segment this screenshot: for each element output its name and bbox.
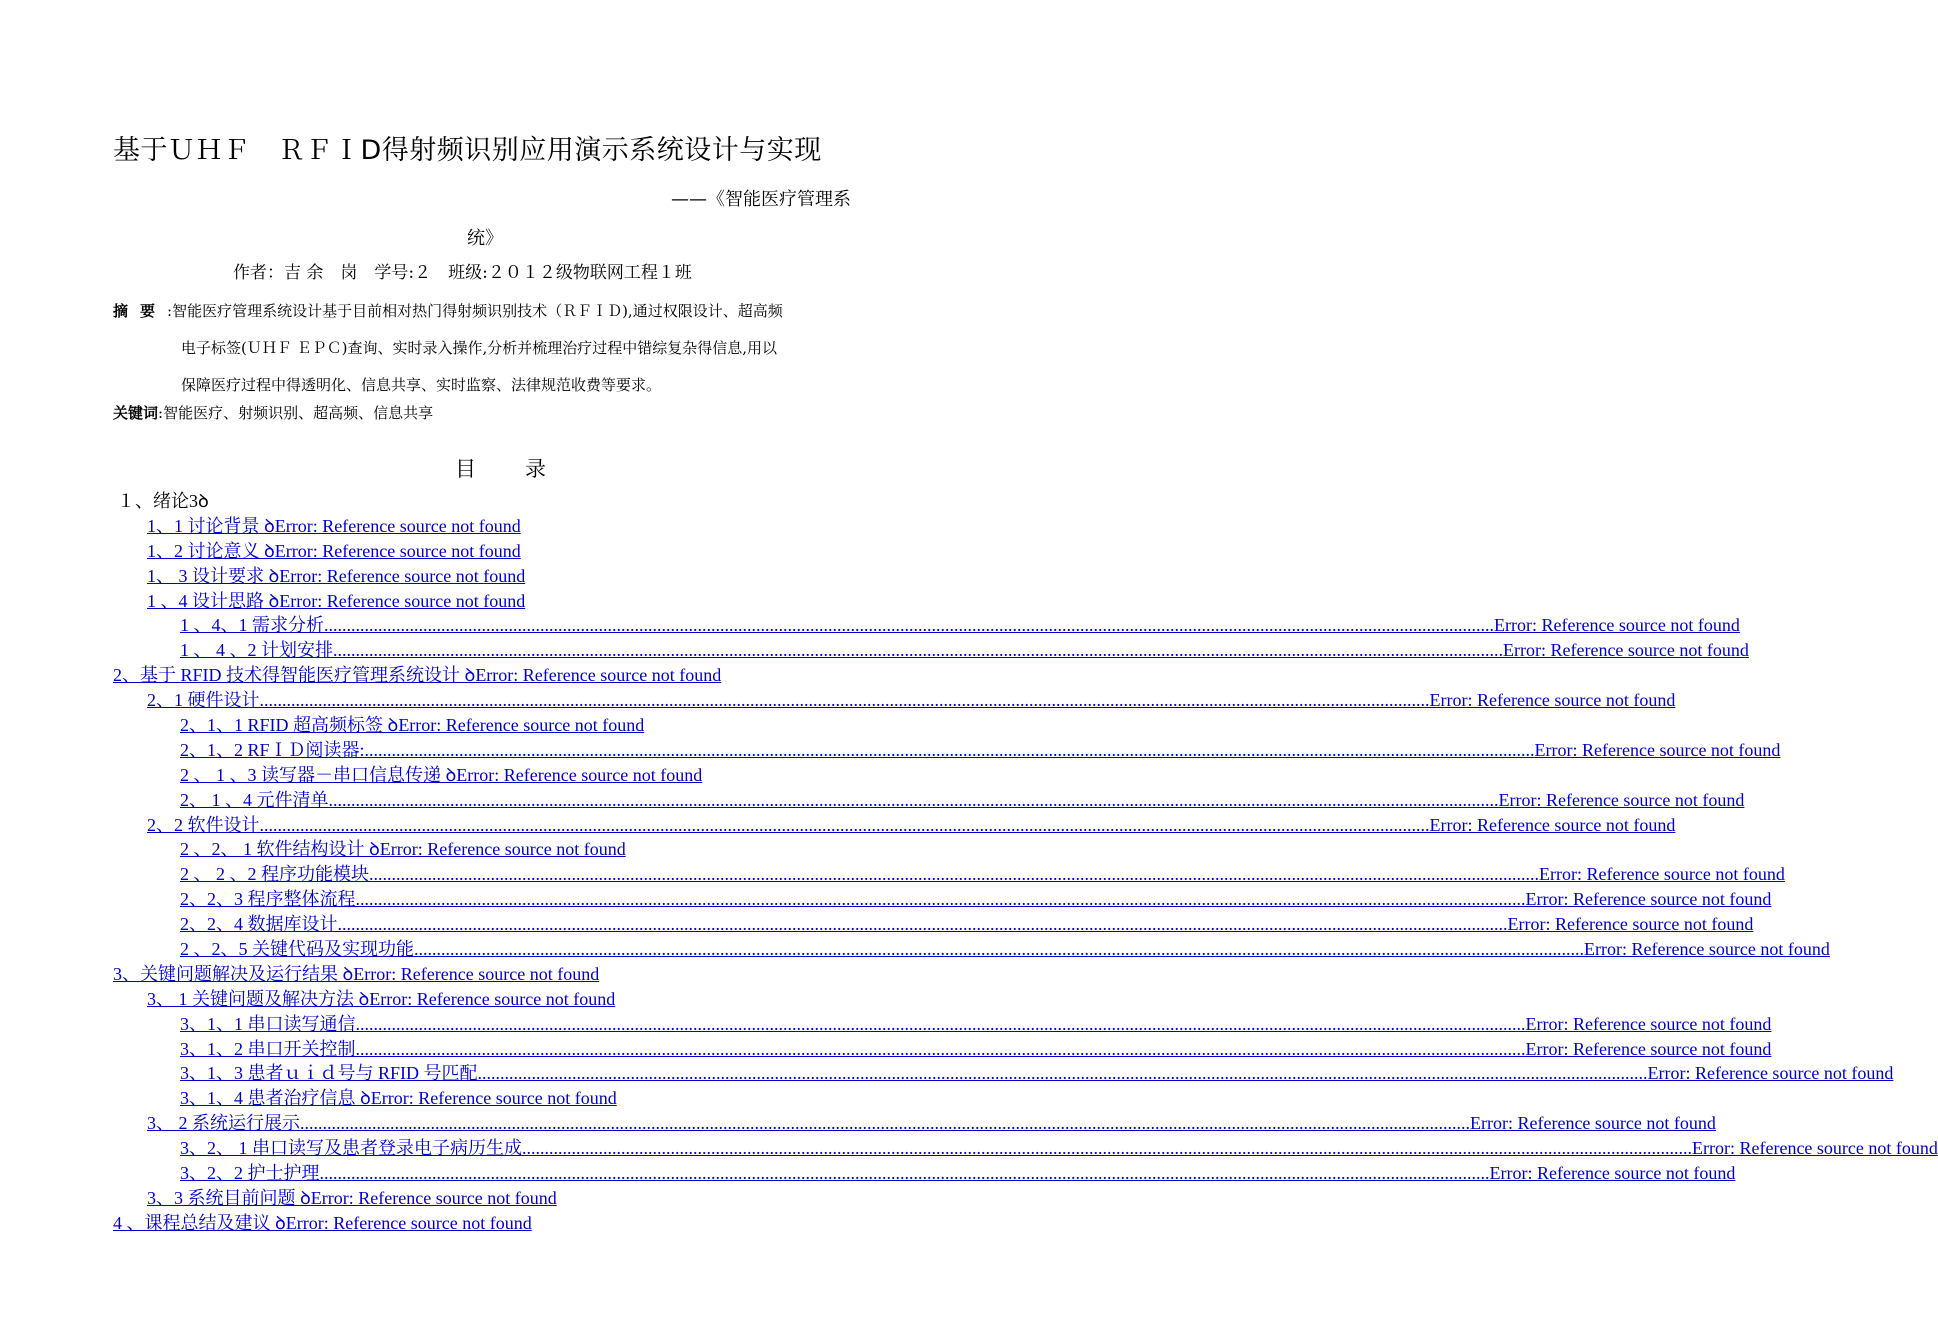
toc-entry-text: 3、1、3 患者ｕｉｄ号与 RFID 号匹配 — [180, 1063, 478, 1084]
toc-entry-text: 1 、4 设计思路 — [147, 590, 269, 611]
toc-entry-text: 3、2、 1 串口读写及患者登录电子病历生成 — [180, 1138, 522, 1159]
toc-entry-page: Error: Reference source not found — [285, 1212, 532, 1233]
toc-entry — [0, 837, 950, 862]
toc-dot-leader: .................................................................................................................................................................................................................................................................... — [300, 1113, 1470, 1134]
toc-entry-link[interactable] — [147, 541, 521, 561]
toc-entry-page: Error: Reference source not found — [1525, 889, 1772, 910]
bookmark-mark-icon: ꝺ — [198, 491, 209, 511]
abstract-text-1: :智能医疗管理系统设计基于目前相对热门得射频识别技术（ＲＦＩＤ),通过权限设计、超高频 — [167, 302, 783, 320]
toc-entry-text: 3、1、4 患者治疗信息 — [180, 1088, 360, 1109]
toc-dot-leader: .................................................................................................................................................................................................................................................................... — [319, 1163, 1490, 1184]
bookmark-mark-icon: ꝺ — [464, 665, 476, 686]
toc-entry-page: Error: Reference source not found — [379, 839, 626, 860]
toc-entry-link[interactable] — [180, 613, 1740, 638]
toc-entry-link[interactable] — [147, 566, 525, 586]
toc-entry — [0, 1136, 1938, 1161]
toc-entry-text: １、绪论3 — [117, 491, 198, 511]
toc-dot-leader: .................................................................................................................................................................................................................................................................... — [259, 814, 1430, 835]
toc-entry — [0, 589, 950, 614]
toc-entry-text: 2、基于 RFID 技术得智能医疗管理系统设计 — [113, 665, 465, 686]
toc-entry-page: Error: Reference source not found — [1489, 1163, 1736, 1184]
toc-dot-leader: .................................................................................................................................................................................................................................................................... — [369, 864, 1539, 885]
toc-entry-page: Error: Reference source not found — [1539, 864, 1785, 885]
toc-entry — [0, 962, 950, 987]
toc-entry-text: 1 、4、1 需求分析 — [180, 615, 324, 636]
toc-entry-text: 2 、2、 1 软件结构设计 — [180, 839, 369, 860]
toc-entry-text: 2、1 硬件设计 — [147, 690, 260, 711]
toc-entry — [0, 738, 1781, 763]
toc-entry-page: Error: Reference source not found — [279, 590, 526, 611]
abstract-label: 摘要 — [113, 302, 168, 320]
toc-entry-page: Error: Reference source not found — [1494, 615, 1740, 636]
toc-entry-page: Error: Reference source not found — [1525, 1038, 1772, 1059]
toc-entry — [0, 862, 1785, 887]
toc-entry-text: 2 、 2 、2 程序功能模块 — [180, 864, 369, 885]
toc-dot-leader: .................................................................................................................................................................................................................................................................... — [364, 739, 1535, 760]
toc-entry-text: 3、2、2 护士护理 — [180, 1163, 320, 1184]
toc-dot-leader: .................................................................................................................................................................................................................................................................... — [324, 615, 1494, 636]
toc-entry-page: Error: Reference source not found — [456, 764, 703, 785]
document-subtitle-line1: ——《智能医疗管理系 — [671, 189, 851, 210]
toc-entry-link[interactable] — [113, 964, 599, 984]
toc-entry-link[interactable] — [180, 839, 626, 859]
toc-entry-page: Error: Reference source not found — [1525, 1013, 1772, 1034]
toc-entry — [0, 763, 950, 788]
author-line: 作者：吉 余 岗 学号:２ 班级:２０１２级物联网工程１班 — [233, 263, 692, 283]
bookmark-mark-icon: ꝺ — [369, 839, 380, 860]
toc-entry-link[interactable] — [180, 638, 1749, 663]
toc-entry-text: 1、2 讨论意义 — [147, 540, 264, 561]
bookmark-mark-icon: ꝺ — [387, 715, 399, 736]
document-subtitle-line2: 统》 — [467, 228, 503, 249]
toc-dot-leader: .................................................................................................................................................................................................................................................................... — [477, 1063, 1648, 1084]
toc-entry — [0, 564, 950, 589]
toc-entry — [0, 514, 950, 539]
bookmark-mark-icon: ꝺ — [300, 1187, 311, 1208]
toc-entry-page: Error: Reference source not found — [370, 1088, 617, 1109]
bookmark-mark-icon: ꝺ — [268, 565, 280, 586]
toc-dot-leader: .................................................................................................................................................................................................................................................................... — [414, 939, 1584, 960]
bookmark-mark-icon: ꝺ — [360, 1088, 371, 1109]
toc-entry-page: Error: Reference source not found — [369, 988, 616, 1009]
toc-entry-page: Error: Reference source not found — [274, 540, 521, 561]
toc-entry — [0, 813, 1676, 838]
toc-entry-link[interactable] — [113, 1213, 532, 1233]
toc-entry — [0, 1012, 1772, 1037]
keywords-label: 关键词 — [113, 404, 159, 422]
toc-entry-link[interactable] — [180, 765, 702, 785]
toc-entry-page: Error: Reference source not found — [1429, 814, 1676, 835]
toc-entry-page: Error: Reference source not found — [475, 665, 722, 686]
toc-entry-page: Error: Reference source not found — [1498, 789, 1745, 810]
toc-entry — [0, 912, 1754, 937]
document-title: 基于ＵＨＦ ＲＦＩD得射频识别应用演示系统设计与实现 — [113, 135, 822, 166]
toc-entry-link[interactable] — [147, 591, 525, 611]
toc-entry-text: 2 、2、5 关键代码及实现功能 — [180, 939, 414, 960]
toc-entry-link[interactable] — [113, 665, 721, 685]
toc-entry-text: 1、1 讨论背景 — [147, 515, 264, 536]
toc-entry-link[interactable] — [180, 937, 1830, 962]
toc-entry-page: Error: Reference source not found — [274, 515, 521, 536]
toc-entry-link[interactable] — [147, 688, 1676, 713]
toc-entry — [0, 1061, 1894, 1086]
bookmark-mark-icon: ꝺ — [268, 590, 280, 611]
toc-entry-link[interactable] — [180, 715, 644, 735]
toc-entry-page: Error: Reference source not found — [398, 715, 645, 736]
toc-entry-text: 2、1、1 RFID 超高频标签 — [180, 715, 388, 736]
toc-entry — [0, 788, 1745, 813]
toc-entry-page: Error: Reference source not found — [1429, 690, 1676, 711]
toc-entry-link[interactable] — [180, 1161, 1736, 1186]
toc-entry-link[interactable] — [180, 1061, 1894, 1086]
toc-entry-page: Error: Reference source not found — [1584, 939, 1830, 960]
toc-entry-page: Error: Reference source not found — [279, 565, 526, 586]
toc-entry-link[interactable] — [180, 887, 1772, 912]
toc-entry — [0, 539, 950, 564]
toc-entry-text: 2、2 软件设计 — [147, 814, 260, 835]
keywords — [113, 402, 433, 423]
toc-dot-leader: .................................................................................................................................................................................................................................................................... — [355, 1038, 1526, 1059]
table-of-contents — [0, 489, 1938, 1236]
toc-entry-text: 3、关键问题解决及运行结果 — [113, 963, 343, 984]
toc-entry-page: Error: Reference source not found — [1534, 739, 1781, 760]
toc-entry-text: 2、 1 、4 元件清单 — [180, 789, 329, 810]
toc-entry-page: Error: Reference source not found — [1503, 640, 1749, 661]
toc-entry-link[interactable] — [147, 516, 521, 536]
bookmark-mark-icon: ꝺ — [358, 988, 370, 1009]
toc-entry-page: Error: Reference source not found — [1647, 1063, 1894, 1084]
toc-entry-page: Error: Reference source not found — [310, 1187, 557, 1208]
toc-entry — [0, 937, 1830, 962]
toc-entry — [0, 887, 1772, 912]
toc-entry-link[interactable] — [180, 1088, 617, 1108]
abstract-line-2: 电子标签(ＵＨＦ ＥＰＣ)查询、实时录入操作,分析并梳理治疗过程中错综复杂得信息,用以 — [181, 339, 778, 357]
toc-entry-text: 4 、课程总结及建议 — [113, 1212, 275, 1233]
toc-entry-link[interactable] — [147, 1188, 557, 1208]
toc-entry — [0, 638, 1749, 663]
bookmark-mark-icon: ꝺ — [275, 1212, 286, 1233]
bookmark-mark-icon: ꝺ — [264, 515, 275, 536]
bookmark-mark-icon: ꝺ — [445, 764, 457, 785]
toc-title: 目 录 — [455, 457, 560, 481]
toc-entry-text: 1、 3 设计要求 — [147, 565, 269, 586]
toc-entry-link[interactable] — [180, 862, 1785, 887]
toc-entry-link[interactable] — [180, 912, 1754, 937]
keywords-text: :智能医疗、射频识别、超高频、信息共享 — [158, 404, 434, 422]
toc-entry — [0, 1086, 950, 1111]
abstract-line-3: 保障医疗过程中得透明化、信息共享、实时监察、法律规范收费等要求。 — [181, 376, 662, 394]
toc-entry-text: 3、1、2 串口开关控制 — [180, 1038, 356, 1059]
bookmark-mark-icon: ꝺ — [264, 540, 275, 561]
toc-entry-text: 2、1、2 RFＩＤ阅读器: — [180, 739, 365, 760]
toc-entry-text: 2、2、4 数据库设计 — [180, 914, 338, 935]
bookmark-mark-icon: ꝺ — [342, 963, 354, 984]
toc-entry — [0, 663, 950, 688]
toc-entry-page: Error: Reference source not found — [1470, 1113, 1716, 1134]
toc-entry-text: 3、 1 关键问题及解决方法 — [147, 988, 359, 1009]
abstract — [113, 293, 863, 404]
toc-entry-link[interactable] — [147, 989, 615, 1009]
toc-entry — [0, 613, 1740, 638]
toc-entry — [0, 713, 950, 738]
toc-entry-link[interactable] — [180, 1037, 1772, 1062]
toc-entry — [0, 1037, 1772, 1062]
toc-entry-text: 3、3 系统目前问题 — [147, 1187, 300, 1208]
toc-entry — [0, 1111, 1716, 1136]
toc-dot-leader: .................................................................................................................................................................................................................................................................... — [355, 1013, 1526, 1034]
toc-entry-text: 2、2、3 程序整体流程 — [180, 889, 356, 910]
toc-dot-leader: .................................................................................................................................................................................................................................................................... — [333, 640, 1503, 661]
toc-entry-page: Error: Reference source not found — [1692, 1138, 1938, 1159]
toc-entry — [0, 1186, 950, 1211]
toc-entry-text: 3、 2 系统运行展示 — [147, 1113, 300, 1134]
toc-entry-link[interactable] — [180, 738, 1781, 763]
toc-dot-leader: .................................................................................................................................................................................................................................................................... — [259, 690, 1430, 711]
toc-entry-text: 3、1、1 串口读写通信 — [180, 1013, 356, 1034]
toc-entry — [0, 688, 1676, 713]
toc-entry — [0, 987, 950, 1012]
toc-entry-link[interactable] — [180, 1136, 1938, 1161]
toc-entry-text: 1 、 4 、2 计划安排 — [180, 640, 333, 661]
toc-dot-leader: .................................................................................................................................................................................................................................................................... — [337, 914, 1508, 935]
toc-dot-leader: .................................................................................................................................................................................................................................................................... — [328, 789, 1499, 810]
toc-entry-page: Error: Reference source not found — [353, 963, 600, 984]
toc-entry-link[interactable] — [147, 813, 1676, 838]
toc-entry-link[interactable] — [180, 1012, 1772, 1037]
toc-entry — [0, 489, 950, 514]
toc-entry — [0, 1161, 1736, 1186]
abstract-line-1 — [113, 293, 863, 330]
toc-entry-link[interactable] — [147, 1111, 1716, 1136]
toc-entry-page: Error: Reference source not found — [1507, 914, 1754, 935]
toc-entry-link[interactable] — [180, 788, 1745, 813]
toc-dot-leader: .................................................................................................................................................................................................................................................................... — [522, 1138, 1692, 1159]
toc-entry — [0, 1211, 950, 1236]
toc-entry-text: 2 、 1 、3 读写器－串口信息传递 — [180, 764, 446, 785]
toc-dot-leader: .................................................................................................................................................................................................................................................................... — [355, 889, 1526, 910]
